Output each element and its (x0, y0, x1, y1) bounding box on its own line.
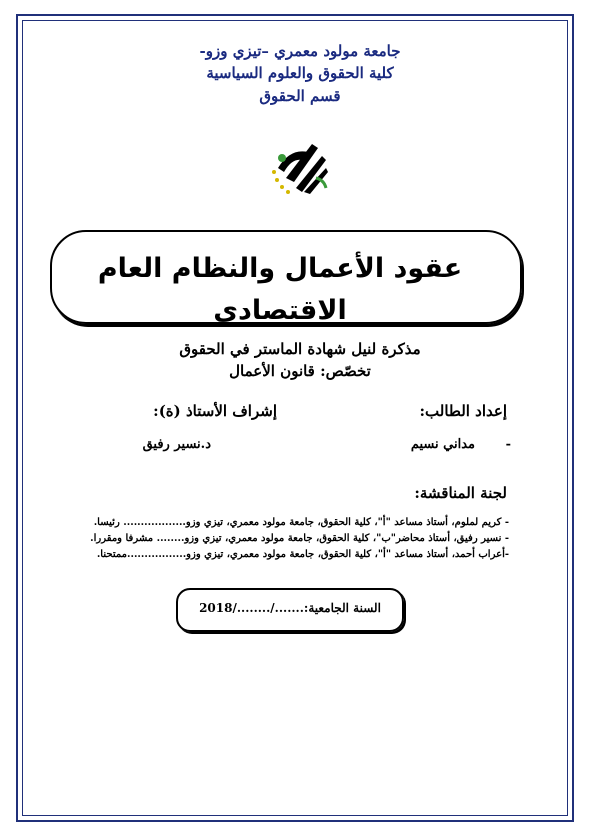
faculty-name: كلية الحقوق والعلوم السياسية (206, 64, 394, 82)
supervisor-name: د.نسير رفيق (142, 437, 211, 452)
academic-year: السنة الجامعية:......./......../2018 (199, 601, 381, 615)
thesis-title (80, 248, 480, 332)
jury-heading: لجنة المناقشة: (414, 484, 507, 502)
student-name: مداني نسيم (410, 437, 475, 452)
thesis-title-line-1: عقود الأعمال والنظام العام (97, 253, 463, 284)
university-logo-icon (268, 138, 330, 196)
student-label: إعداد الطالب: (419, 402, 507, 420)
jury-member-3: -أعراب أحمد، أستاذ مساعد "أ"، كلية الحقوق، جامعة مولود معمري، تيزي وزو.................ممتحنا. (96, 549, 509, 560)
thesis-title-line-2: الاقتصادي (213, 295, 347, 326)
student-dash: - (505, 437, 511, 452)
university-name: جامعة مولود معمري –تيزي وزو- (199, 42, 401, 60)
degree-line: مذكرة لنيل شهادة الماستر في الحقوق (179, 340, 421, 358)
department-name: قسم الحقوق (259, 87, 341, 105)
jury-member-2: - نسير رفيق، أستاذ محاضر"ب"، كلية الحقوق، جامعة مولود معمري، تيزي وزو........ مشرفا ومقررا. (90, 533, 509, 544)
specialty-line: تخصّص: قانون الأعمال (229, 362, 371, 380)
supervisor-label: إشراف الأستاذ (ة): (153, 402, 277, 420)
jury-member-1: - كريم لملوم، أستاذ مساعد "أ"، كلية الحقوق، جامعة مولود معمري، تيزي وزو.................. رئيسا. (93, 517, 509, 528)
